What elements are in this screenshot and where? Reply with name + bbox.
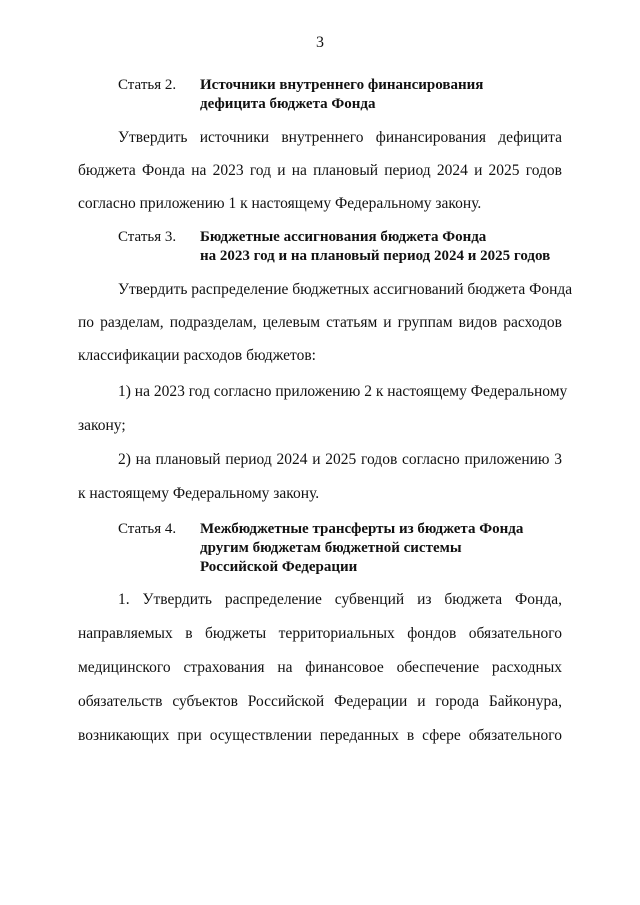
paragraph-line: обязательств субъектов Российской Федерации и города Байконура, — [78, 693, 562, 710]
article-3-heading — [118, 228, 550, 266]
article-label: Статья 4. — [118, 521, 177, 537]
article-title-line: Источники внутреннего финансирования — [200, 77, 484, 93]
article-title — [200, 520, 523, 577]
paragraph-line: 2) на плановый период 2024 и 2025 годов согласно приложению 3 — [118, 451, 562, 468]
paragraph-line: направляемых в бюджеты территориальных фондов обязательного — [78, 625, 562, 642]
page-number: 3 — [316, 34, 324, 51]
paragraph-line: Утвердить источники внутреннего финансирования дефицита — [118, 129, 562, 146]
paragraph-line: согласно приложению 1 к настоящему Федеральному закону. — [78, 195, 482, 212]
article-title-line: другим бюджетам бюджетной системы — [200, 540, 462, 556]
article-label: Статья 2. — [118, 77, 177, 93]
paragraph-line: медицинского страхования на финансовое обеспечение расходных — [78, 659, 562, 676]
article-title — [200, 76, 483, 114]
paragraph-line: закону; — [78, 417, 126, 434]
article-title — [200, 228, 550, 266]
article-title-line: Межбюджетные трансферты из бюджета Фонда — [200, 521, 524, 537]
article-title-line: Бюджетные ассигнования бюджета Фонда — [200, 229, 487, 245]
paragraph-line: бюджета Фонда на 2023 год и на плановый период 2024 и 2025 годов — [78, 162, 562, 179]
article-title-line: дефицита бюджета Фонда — [200, 96, 376, 112]
article-title-line: на 2023 год и на плановый период 2024 и 2025 годов — [200, 248, 551, 264]
article-2-heading — [118, 76, 483, 114]
paragraph-line: классификации расходов бюджетов: — [78, 347, 316, 364]
paragraph-line: возникающих при осуществлении переданных в сфере обязательного — [78, 727, 562, 744]
paragraph-line: 1) на 2023 год согласно приложению 2 к настоящему Федеральному — [118, 383, 568, 400]
paragraph-line: по разделам, подразделам, целевым статьям и группам видов расходов — [78, 314, 562, 331]
paragraph-line: 1. Утвердить распределение субвенций из бюджета Фонда, — [118, 591, 562, 608]
paragraph-line: Утвердить распределение бюджетных ассигнований бюджета Фонда — [118, 281, 573, 298]
article-title-line: Российской Федерации — [200, 559, 358, 575]
article-4-heading — [118, 520, 523, 577]
article-label: Статья 3. — [118, 229, 177, 245]
paragraph-line: к настоящему Федеральному закону. — [78, 485, 320, 502]
